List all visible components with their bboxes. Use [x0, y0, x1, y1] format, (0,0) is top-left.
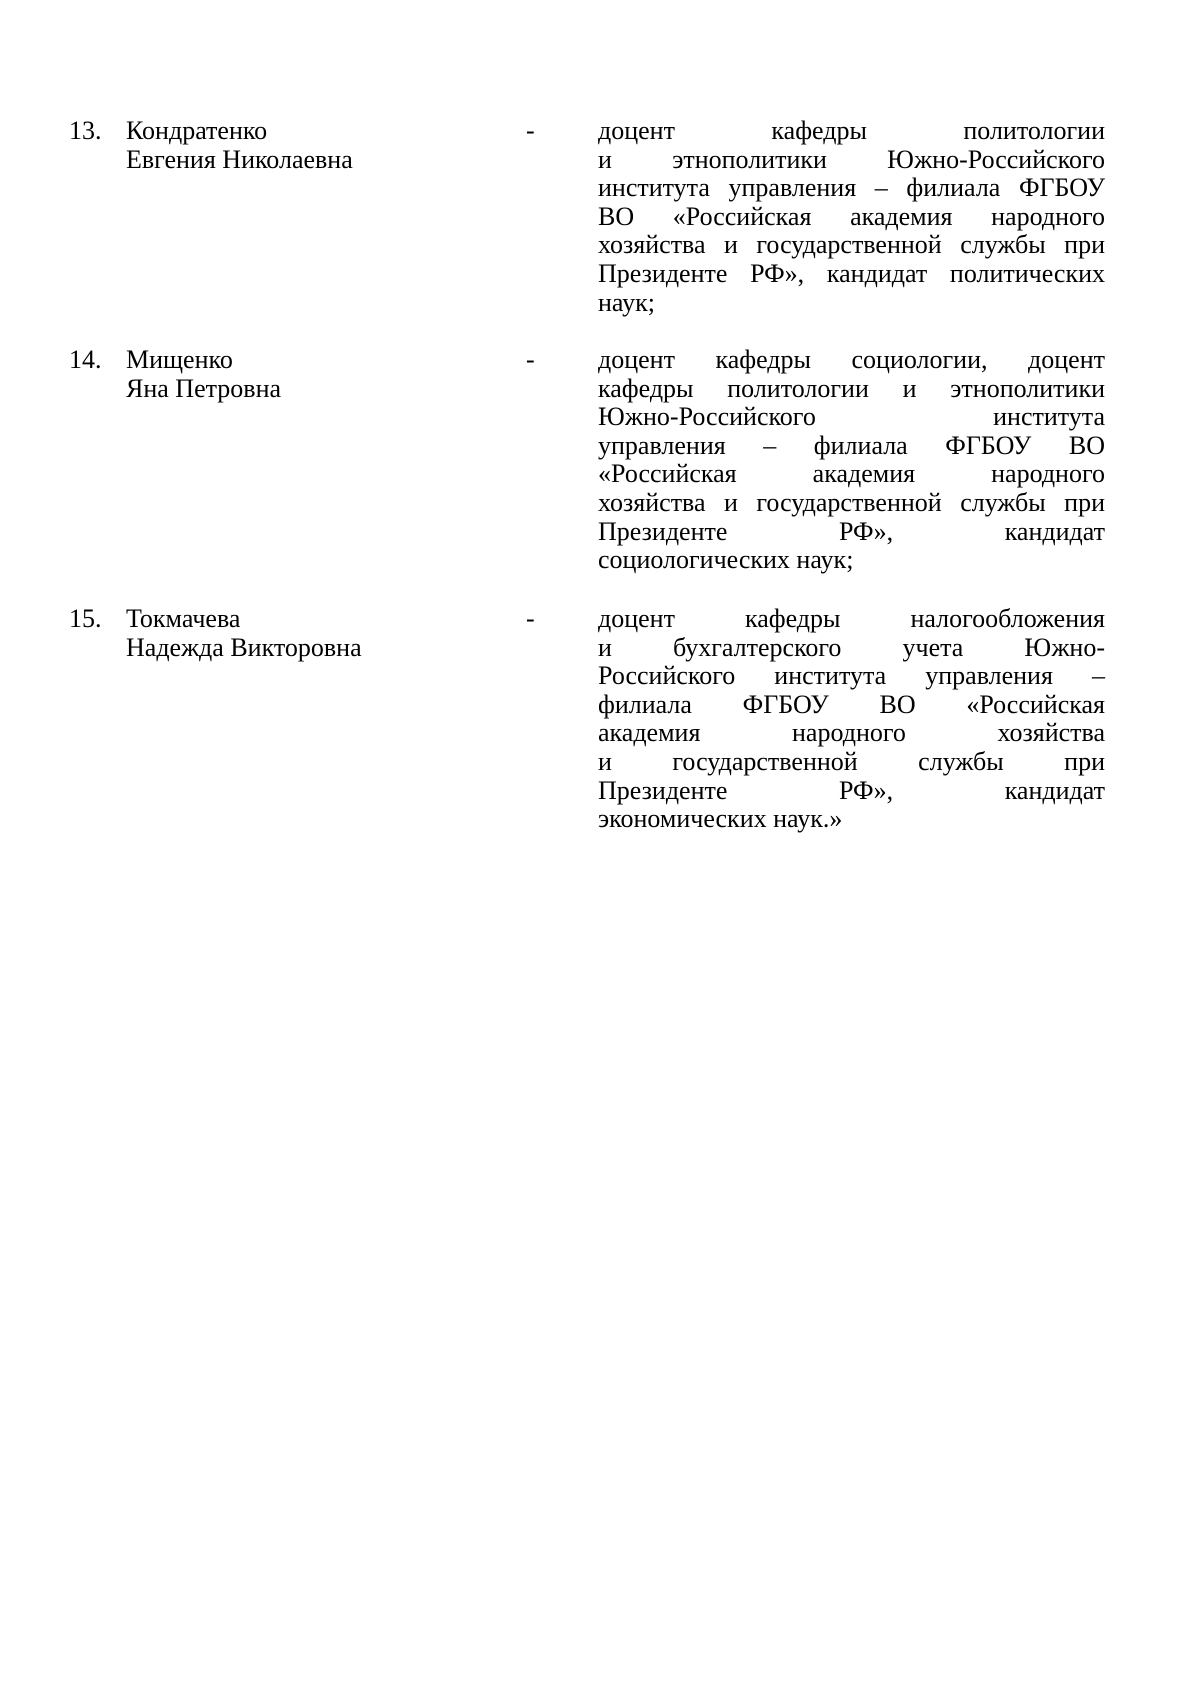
person-surname: Кондратенко	[126, 116, 268, 145]
description-line: хозяйства и государственной службы при	[598, 230, 1105, 260]
separator-dash: -	[526, 604, 535, 633]
separator-dash: -	[526, 345, 535, 374]
description-line: хозяйства и государственной службы при	[598, 487, 1105, 517]
description-line: наук;	[598, 287, 655, 317]
description-line: и этнополитики Южно-Российского	[598, 144, 1105, 174]
entry-number: 14.	[69, 345, 102, 374]
person-name	[126, 117, 506, 174]
description-line: доцент кафедры политологии	[598, 116, 1105, 145]
description-line: кафедры политологии и этнополитики	[598, 373, 1105, 403]
person-description	[598, 605, 1105, 834]
entry-number: 15.	[69, 604, 102, 633]
description-line: доцент кафедры социологии, доцент	[598, 345, 1105, 374]
person-name	[126, 605, 506, 662]
description-line: «Российская академия народного	[598, 459, 1105, 489]
description-line: ВО «Российская академия народного	[598, 201, 1105, 231]
description-line: института управления – филиала ФГБОУ	[598, 173, 1105, 203]
person-given-names: Евгения Николаевна	[126, 144, 353, 174]
description-line: и государственной службы при	[598, 746, 1105, 776]
description-line: академия народного хозяйства	[598, 718, 1105, 748]
description-line: социологических наук;	[598, 545, 854, 575]
description-line: экономических наук.»	[598, 804, 843, 834]
description-line: управления – филиала ФГБОУ ВО	[598, 430, 1105, 460]
description-line: Президенте РФ», кандидат политических	[598, 258, 1105, 288]
entry-number: 13.	[69, 116, 102, 145]
description-line: Российского института управления –	[598, 661, 1105, 691]
description-line: Южно-Российского института	[598, 402, 1105, 432]
person-name	[126, 346, 506, 403]
description-line: Президенте РФ», кандидат	[598, 516, 1105, 546]
person-given-names: Надежда Викторовна	[126, 632, 362, 662]
description-line: доцент кафедры налогообложения	[598, 604, 1105, 633]
person-description	[598, 117, 1105, 317]
description-line: филиала ФГБОУ ВО «Российская	[598, 689, 1105, 719]
person-surname: Токмачева	[126, 604, 241, 633]
description-line: и бухгалтерского учета Южно-	[598, 632, 1105, 662]
separator-dash: -	[526, 116, 535, 145]
person-given-names: Яна Петровна	[126, 373, 282, 403]
person-surname: Мищенко	[126, 345, 233, 374]
person-description	[598, 346, 1105, 575]
description-line: Президенте РФ», кандидат	[598, 775, 1105, 805]
